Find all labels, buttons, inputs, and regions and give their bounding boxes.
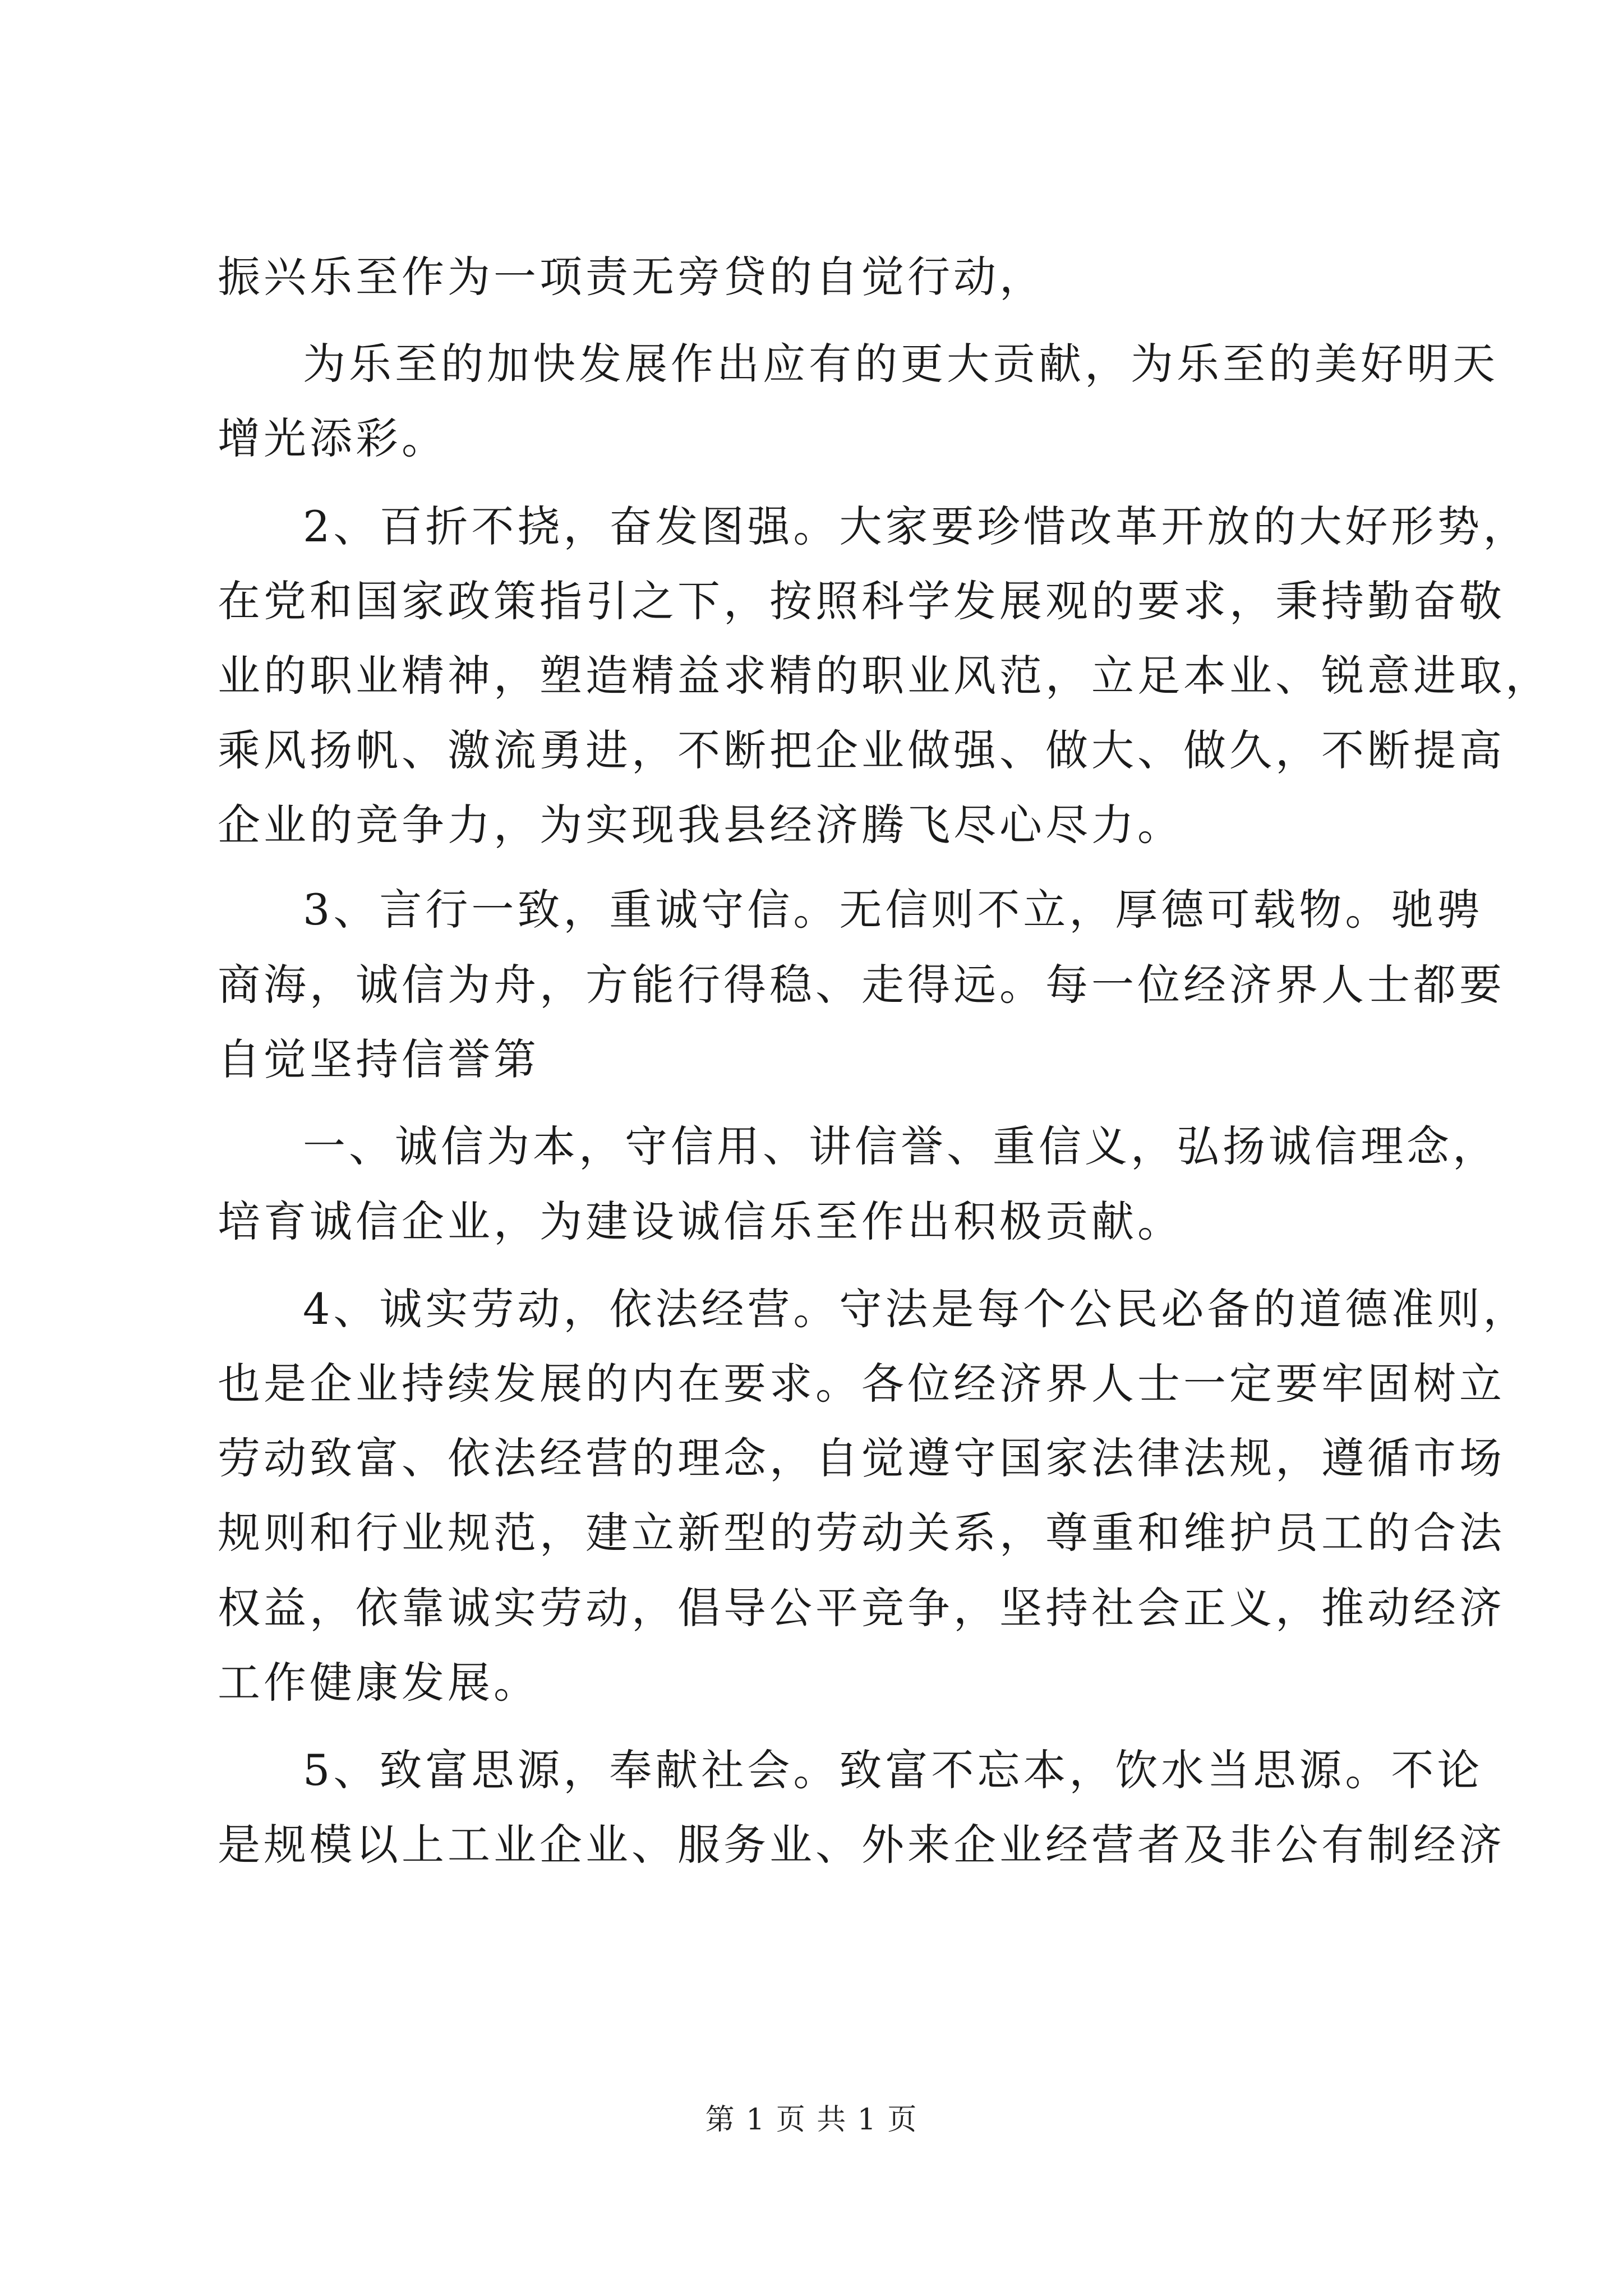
text-line: 2、百折不挠，奋发图强。大家要珍惜改革开放的大好形势， (303, 501, 1529, 551)
text-line: 3、言行一致，重诚守信。无信则不立，厚德可载物。驰骋 (303, 885, 1483, 935)
text-line: 振兴乐至作为一项责无旁贷的自觉行动， (218, 252, 1045, 302)
text-line: 是规模以上工业企业、服务业、外来企业经营者及非公有制经济 (218, 1820, 1505, 1870)
text-line: 权益，依靠诚实劳动，倡导公平竞争，坚持社会正义，推动经济 (218, 1583, 1505, 1633)
text-line: 自觉坚持信誉第 (218, 1034, 540, 1084)
text-line: 企业的竞争力，为实现我县经济腾飞尽心尽力。 (218, 800, 1183, 850)
text-line: 商海，诚信为舟，方能行得稳、走得远。每一位经济界人士都要 (218, 960, 1505, 1010)
text-line: 为乐至的加快发展作出应有的更大贡献，为乐至的美好明天 (303, 339, 1498, 389)
text-line: 在党和国家政策指引之下，按照科学发展观的要求，秉持勤奋敬 (218, 576, 1505, 626)
text-line: 乘风扬帆、激流勇进，不断把企业做强、做大、做久，不断提高 (218, 725, 1505, 775)
text-line: 业的职业精神，塑造精益求精的职业风范，立足本业、锐意进取， (218, 651, 1551, 701)
text-line: 规则和行业规范，建立新型的劳动关系，尊重和维护员工的合法 (218, 1508, 1505, 1558)
text-line: 一、诚信为本，守信用、讲信誉、重信义，弘扬诚信理念， (303, 1121, 1498, 1171)
text-line: 增光添彩。 (218, 413, 448, 463)
text-line: 劳动致富、依法经营的理念，自觉遵守国家法律法规，遵循市场 (218, 1433, 1505, 1483)
text-line: 4、诚实劳动，依法经营。守法是每个公民必备的道德准则， (303, 1284, 1529, 1334)
page-number-footer: 第 1 页 共 1 页 (705, 2103, 918, 2137)
text-line: 也是企业持续发展的内在要求。各位经济界人士一定要牢固树立 (218, 1359, 1505, 1409)
text-line: 工作健康发展。 (218, 1658, 540, 1708)
text-line: 培育诚信企业，为建设诚信乐至作出积极贡献。 (218, 1197, 1183, 1246)
text-line: 5、致富思源，奉献社会。致富不忘本，饮水当思源。不论 (303, 1745, 1483, 1795)
